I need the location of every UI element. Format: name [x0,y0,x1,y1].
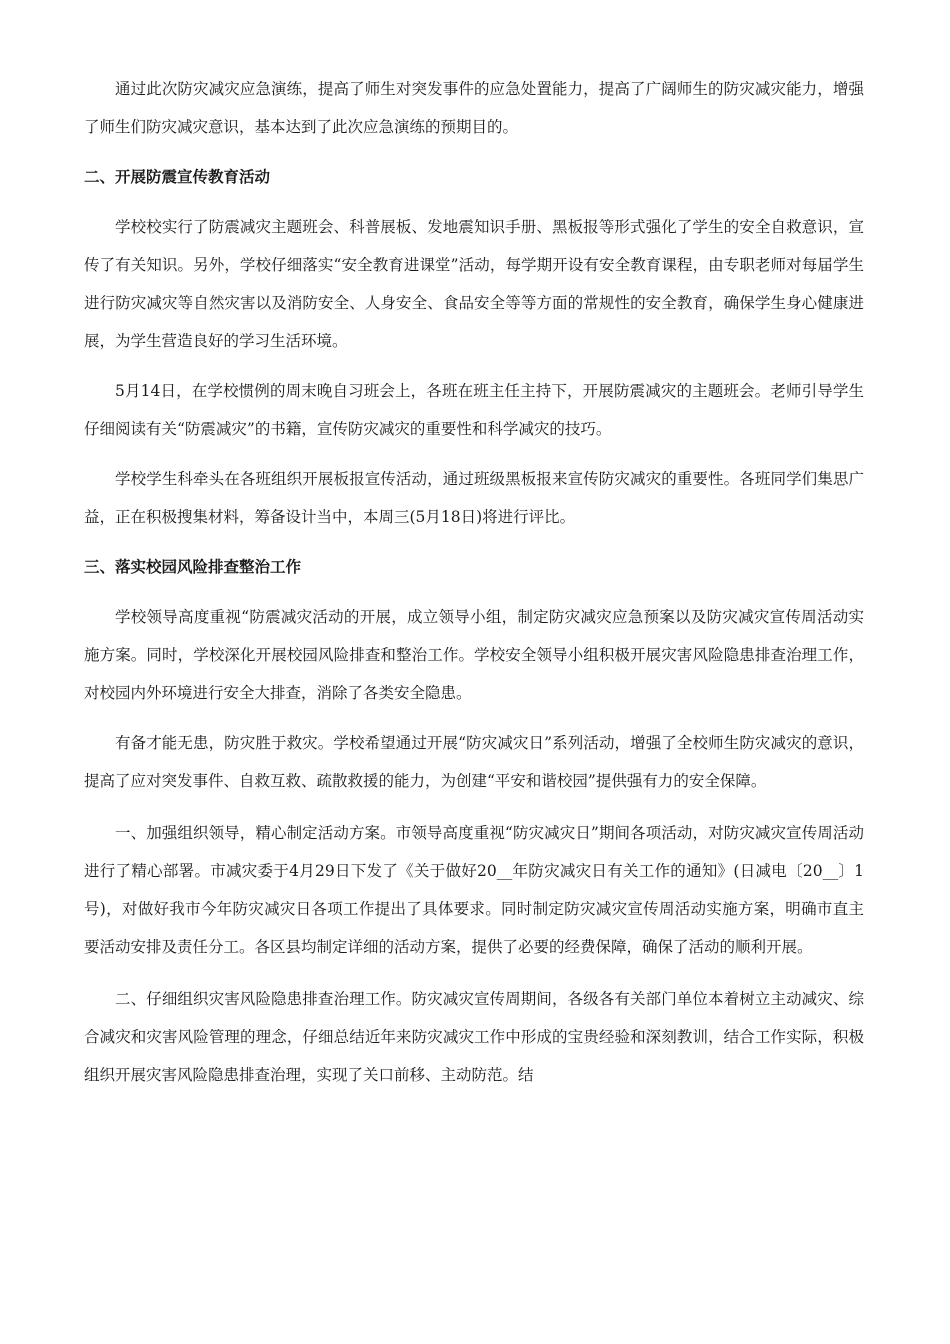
paragraph-preparedness: 有备才能无患，防灾胜于救灾。学校希望通过开展“防灾减灾日”系列活动，增强了全校师生防灾减灾的意识，提高了应对突发事件、自救互救、疏散救援的能力，为创建“平安和谐校园”提供强有力的安全保障。 [84,734,864,790]
paragraph-leadership: 学校领导高度重视“防震减灾活动的开展，成立领导小组，制定防灾减灾应急预案以及防灾减灾宣传周活动实施方案。同时，学校深化开展校园风险排查和整治工作。学校安全领导小组积极开展灾害风险隐患排查治理工作，对校园内外环境进行安全大排查，消除了各类安全隐患。 [84,608,864,702]
section-heading-earthquake-education: 二、开展防震宣传教育活动 [84,168,271,186]
paragraph-drill-summary: 通过此次防灾减灾应急演练，提高了师生对突发事件的应急处置能力，提高了广阔师生的防灾减灾能力，增强了师生们防灾减灾意识，基本达到了此次应急演练的预期目的。 [84,80,864,136]
paragraph-class-meeting: 5月14日，在学校惯例的周末晚自习班会上，各班在班主任主持下，开展防震减灾的主题班会。老师引导学生仔细阅读有关“防震减灾”的书籍，宣传防灾减灾的重要性和科学减灾的技巧。 [84,382,864,438]
paragraph-organization: 一、加强组织领导，精心制定活动方案。市领导高度重视“防灾减灾日”期间各项活动，对防灾减灾宣传周活动进行了精心部署。市减灾委于4月29日下发了《关于做好20__年防灾减灾日有关工作的通知》(日减电〔20__〕1号)，对做好我市今年防灾减灾日各项工作提出了具体要求。同时制定防灾减灾宣传周活动实施方案，明确市直主要活动安排及责任分工。各区县均制定详细的活动方案，提供了必要的经费保障，确保了活动的顺利开展。 [84,824,864,956]
paragraph-blackboard-campaign: 学校学生科牵头在各班组织开展板报宣传活动，通过班级黑板报来宣传防灾减灾的重要性。各班同学们集思广益，正在积极搜集材料，筹备设计当中，本周三(5月18日)将进行评比。 [84,470,864,526]
paragraph-school-activities: 学校校实行了防震减灾主题班会、科普展板、发地震知识手册、黑板报等形式强化了学生的安全自救意识，宣传了有关知识。另外，学校仔细落实“安全教育进课堂”活动，每学期开设有安全教育课程，由专职老师对每届学生进行防灾减灾等自然灾害以及消防安全、人身安全、食品安全等等方面的常规性的安全教育，确保学生身心健康进展，为学生营造良好的学习生活环境。 [84,218,864,350]
paragraph-hazard-governance: 二、仔细组织灾害风险隐患排查治理工作。防灾减灾宣传周期间，各级各有关部门单位本着树立主动减灾、综合减灾和灾害风险管理的理念，仔细总结近年来防灾减灾工作中形成的宝贵经验和深刻教训，结合工作实际，积极组织开展灾害风险隐患排查治理，实现了关口前移、主动防范。结 [84,990,864,1084]
section-heading-risk-inspection: 三、落实校园风险排查整治工作 [84,558,302,576]
document-body [84,70,864,1094]
